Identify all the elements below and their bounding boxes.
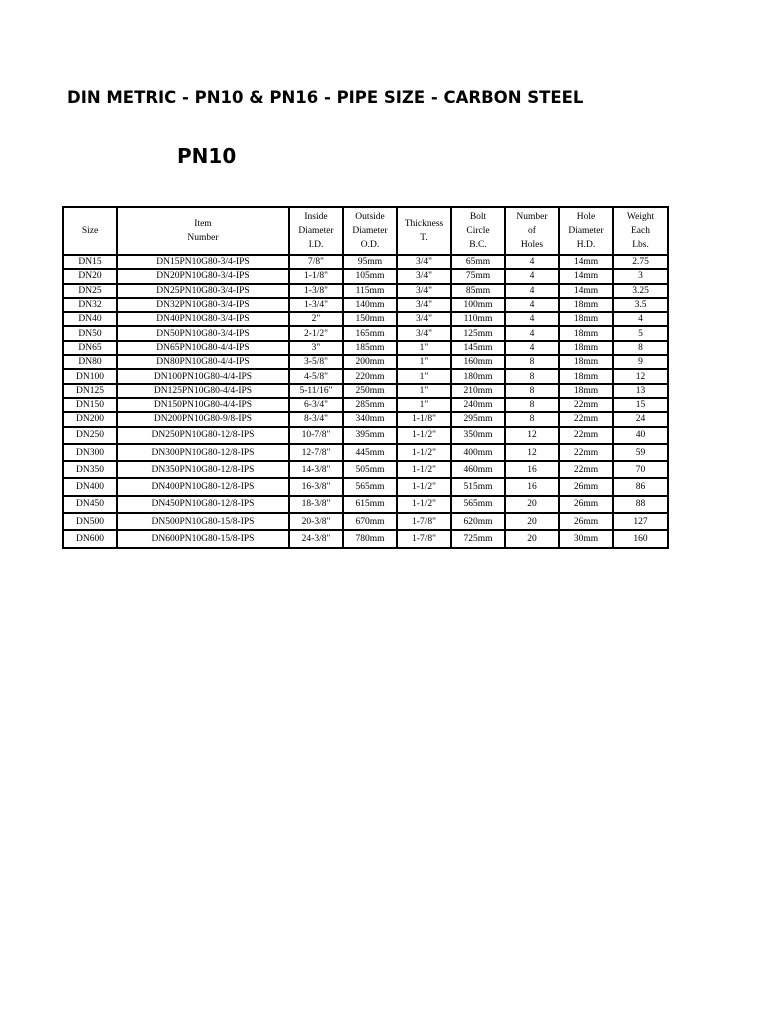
cell-bolt-circle: 110mm bbox=[451, 312, 505, 326]
cell-weight: 70 bbox=[613, 461, 668, 478]
cell-item-number: DN15PN10G80-3/4-IPS bbox=[117, 255, 289, 269]
cell-inside-diameter: 24-3/8" bbox=[289, 530, 343, 547]
cell-number-of-holes: 4 bbox=[505, 255, 559, 269]
table-row bbox=[63, 398, 668, 412]
cell-thickness: 3/4" bbox=[397, 312, 451, 326]
cell-number-of-holes: 4 bbox=[505, 269, 559, 283]
cell-weight: 88 bbox=[613, 496, 668, 513]
cell-hole-diameter: 22mm bbox=[559, 461, 613, 478]
cell-item-number: DN400PN10G80-12/8-IPS bbox=[117, 478, 289, 495]
cell-weight: 86 bbox=[613, 478, 668, 495]
cell-outside-diameter: 220mm bbox=[343, 369, 397, 383]
table-row bbox=[63, 312, 668, 326]
cell-bolt-circle: 160mm bbox=[451, 355, 505, 369]
cell-inside-diameter: 6-3/4" bbox=[289, 398, 343, 412]
cell-thickness: 1-1/2" bbox=[397, 444, 451, 461]
cell-bolt-circle: 725mm bbox=[451, 530, 505, 547]
cell-weight: 5 bbox=[613, 326, 668, 340]
cell-inside-diameter: 3-5/8" bbox=[289, 355, 343, 369]
cell-bolt-circle: 620mm bbox=[451, 513, 505, 530]
cell-size: DN200 bbox=[63, 412, 117, 426]
cell-weight: 9 bbox=[613, 355, 668, 369]
cell-item-number: DN32PN10G80-3/4-IPS bbox=[117, 298, 289, 312]
cell-outside-diameter: 615mm bbox=[343, 496, 397, 513]
cell-item-number: DN450PN10G80-12/8-IPS bbox=[117, 496, 289, 513]
table-row bbox=[63, 427, 668, 444]
cell-item-number: DN20PN10G80-3/4-IPS bbox=[117, 269, 289, 283]
table-row bbox=[63, 298, 668, 312]
table-row bbox=[63, 461, 668, 478]
table-row bbox=[63, 478, 668, 495]
cell-hole-diameter: 18mm bbox=[559, 312, 613, 326]
cell-inside-diameter: 18-3/8" bbox=[289, 496, 343, 513]
header-size: Size bbox=[63, 207, 117, 255]
cell-number-of-holes: 4 bbox=[505, 284, 559, 298]
cell-outside-diameter: 140mm bbox=[343, 298, 397, 312]
cell-bolt-circle: 295mm bbox=[451, 412, 505, 426]
table-row bbox=[63, 496, 668, 513]
cell-inside-diameter: 10-7/8" bbox=[289, 427, 343, 444]
cell-thickness: 3/4" bbox=[397, 326, 451, 340]
cell-number-of-holes: 12 bbox=[505, 427, 559, 444]
cell-thickness: 1" bbox=[397, 369, 451, 383]
cell-bolt-circle: 125mm bbox=[451, 326, 505, 340]
cell-weight: 59 bbox=[613, 444, 668, 461]
cell-size: DN15 bbox=[63, 255, 117, 269]
cell-thickness: 1-1/2" bbox=[397, 478, 451, 495]
cell-bolt-circle: 565mm bbox=[451, 496, 505, 513]
cell-outside-diameter: 105mm bbox=[343, 269, 397, 283]
table-row bbox=[63, 326, 668, 340]
cell-number-of-holes: 8 bbox=[505, 369, 559, 383]
cell-hole-diameter: 22mm bbox=[559, 412, 613, 426]
cell-hole-diameter: 18mm bbox=[559, 369, 613, 383]
cell-thickness: 3/4" bbox=[397, 269, 451, 283]
cell-size: DN150 bbox=[63, 398, 117, 412]
cell-size: DN500 bbox=[63, 513, 117, 530]
cell-item-number: DN600PN10G80-15/8-IPS bbox=[117, 530, 289, 547]
cell-size: DN40 bbox=[63, 312, 117, 326]
header-outside-diameter: Outside Diameter O.D. bbox=[343, 207, 397, 255]
cell-weight: 2.75 bbox=[613, 255, 668, 269]
cell-thickness: 3/4" bbox=[397, 284, 451, 298]
cell-outside-diameter: 150mm bbox=[343, 312, 397, 326]
cell-weight: 3.25 bbox=[613, 284, 668, 298]
cell-bolt-circle: 515mm bbox=[451, 478, 505, 495]
cell-thickness: 1" bbox=[397, 355, 451, 369]
cell-inside-diameter: 1-3/8" bbox=[289, 284, 343, 298]
cell-hole-diameter: 18mm bbox=[559, 341, 613, 355]
table-row bbox=[63, 355, 668, 369]
table-row bbox=[63, 444, 668, 461]
cell-number-of-holes: 4 bbox=[505, 312, 559, 326]
cell-number-of-holes: 20 bbox=[505, 513, 559, 530]
cell-bolt-circle: 460mm bbox=[451, 461, 505, 478]
cell-bolt-circle: 100mm bbox=[451, 298, 505, 312]
cell-inside-diameter: 12-7/8" bbox=[289, 444, 343, 461]
cell-hole-diameter: 22mm bbox=[559, 427, 613, 444]
cell-weight: 24 bbox=[613, 412, 668, 426]
cell-weight: 4 bbox=[613, 312, 668, 326]
cell-size: DN65 bbox=[63, 341, 117, 355]
cell-bolt-circle: 180mm bbox=[451, 369, 505, 383]
cell-thickness: 3/4" bbox=[397, 298, 451, 312]
cell-thickness: 1-1/8" bbox=[397, 412, 451, 426]
cell-item-number: DN50PN10G80-3/4-IPS bbox=[117, 326, 289, 340]
cell-outside-diameter: 165mm bbox=[343, 326, 397, 340]
header-bolt-circle: Bolt Circle B.C. bbox=[451, 207, 505, 255]
cell-outside-diameter: 340mm bbox=[343, 412, 397, 426]
cell-size: DN25 bbox=[63, 284, 117, 298]
table-body bbox=[63, 255, 668, 548]
cell-size: DN600 bbox=[63, 530, 117, 547]
table-row bbox=[63, 269, 668, 283]
cell-item-number: DN40PN10G80-3/4-IPS bbox=[117, 312, 289, 326]
cell-hole-diameter: 14mm bbox=[559, 284, 613, 298]
header-inside-diameter: Inside Diameter I.D. bbox=[289, 207, 343, 255]
cell-weight: 3 bbox=[613, 269, 668, 283]
table-header-row bbox=[63, 207, 668, 255]
cell-thickness: 1-7/8" bbox=[397, 513, 451, 530]
cell-weight: 12 bbox=[613, 369, 668, 383]
cell-hole-diameter: 14mm bbox=[559, 269, 613, 283]
table-row bbox=[63, 513, 668, 530]
cell-number-of-holes: 8 bbox=[505, 355, 559, 369]
cell-size: DN450 bbox=[63, 496, 117, 513]
cell-number-of-holes: 4 bbox=[505, 298, 559, 312]
cell-size: DN50 bbox=[63, 326, 117, 340]
cell-bolt-circle: 65mm bbox=[451, 255, 505, 269]
cell-hole-diameter: 18mm bbox=[559, 384, 613, 398]
cell-inside-diameter: 16-3/8" bbox=[289, 478, 343, 495]
cell-size: DN300 bbox=[63, 444, 117, 461]
cell-item-number: DN250PN10G80-12/8-IPS bbox=[117, 427, 289, 444]
cell-weight: 40 bbox=[613, 427, 668, 444]
cell-hole-diameter: 30mm bbox=[559, 530, 613, 547]
cell-hole-diameter: 26mm bbox=[559, 478, 613, 495]
cell-outside-diameter: 250mm bbox=[343, 384, 397, 398]
cell-item-number: DN80PN10G80-4/4-IPS bbox=[117, 355, 289, 369]
cell-inside-diameter: 20-3/8" bbox=[289, 513, 343, 530]
cell-thickness: 1-1/2" bbox=[397, 496, 451, 513]
cell-number-of-holes: 4 bbox=[505, 341, 559, 355]
cell-size: DN350 bbox=[63, 461, 117, 478]
cell-inside-diameter: 14-3/8" bbox=[289, 461, 343, 478]
cell-outside-diameter: 185mm bbox=[343, 341, 397, 355]
cell-hole-diameter: 26mm bbox=[559, 513, 613, 530]
cell-inside-diameter: 5-11/16" bbox=[289, 384, 343, 398]
cell-size: DN400 bbox=[63, 478, 117, 495]
cell-bolt-circle: 400mm bbox=[451, 444, 505, 461]
cell-outside-diameter: 395mm bbox=[343, 427, 397, 444]
table-row bbox=[63, 341, 668, 355]
cell-size: DN125 bbox=[63, 384, 117, 398]
cell-inside-diameter: 2-1/2" bbox=[289, 326, 343, 340]
table-row bbox=[63, 369, 668, 383]
cell-item-number: DN350PN10G80-12/8-IPS bbox=[117, 461, 289, 478]
flange-spec-table bbox=[62, 206, 669, 549]
cell-item-number: DN125PN10G80-4/4-IPS bbox=[117, 384, 289, 398]
section-title: PN10 bbox=[177, 144, 237, 168]
cell-hole-diameter: 14mm bbox=[559, 255, 613, 269]
cell-hole-diameter: 18mm bbox=[559, 355, 613, 369]
table-row bbox=[63, 284, 668, 298]
cell-inside-diameter: 2" bbox=[289, 312, 343, 326]
cell-size: DN80 bbox=[63, 355, 117, 369]
cell-number-of-holes: 20 bbox=[505, 496, 559, 513]
table-row bbox=[63, 530, 668, 547]
cell-item-number: DN100PN10G80-4/4-IPS bbox=[117, 369, 289, 383]
cell-inside-diameter: 7/8" bbox=[289, 255, 343, 269]
cell-bolt-circle: 75mm bbox=[451, 269, 505, 283]
cell-outside-diameter: 505mm bbox=[343, 461, 397, 478]
cell-bolt-circle: 350mm bbox=[451, 427, 505, 444]
cell-weight: 13 bbox=[613, 384, 668, 398]
cell-item-number: DN65PN10G80-4/4-IPS bbox=[117, 341, 289, 355]
cell-number-of-holes: 20 bbox=[505, 530, 559, 547]
cell-size: DN32 bbox=[63, 298, 117, 312]
cell-thickness: 1" bbox=[397, 384, 451, 398]
cell-hole-diameter: 22mm bbox=[559, 398, 613, 412]
cell-item-number: DN150PN10G80-4/4-IPS bbox=[117, 398, 289, 412]
cell-weight: 15 bbox=[613, 398, 668, 412]
cell-inside-diameter: 3" bbox=[289, 341, 343, 355]
table-row bbox=[63, 384, 668, 398]
cell-weight: 127 bbox=[613, 513, 668, 530]
cell-item-number: DN300PN10G80-12/8-IPS bbox=[117, 444, 289, 461]
header-weight: Weight Each Lbs. bbox=[613, 207, 668, 255]
cell-outside-diameter: 445mm bbox=[343, 444, 397, 461]
cell-number-of-holes: 16 bbox=[505, 461, 559, 478]
cell-bolt-circle: 145mm bbox=[451, 341, 505, 355]
document-title: DIN METRIC - PN10 & PN16 - PIPE SIZE - CARBON STEEL bbox=[67, 88, 584, 107]
cell-number-of-holes: 8 bbox=[505, 384, 559, 398]
cell-thickness: 1-1/2" bbox=[397, 461, 451, 478]
cell-item-number: DN200PN10G80-9/8-IPS bbox=[117, 412, 289, 426]
cell-weight: 160 bbox=[613, 530, 668, 547]
cell-outside-diameter: 670mm bbox=[343, 513, 397, 530]
header-hole-diameter: Hole Diameter H.D. bbox=[559, 207, 613, 255]
cell-thickness: 1-1/2" bbox=[397, 427, 451, 444]
cell-number-of-holes: 8 bbox=[505, 412, 559, 426]
cell-inside-diameter: 4-5/8" bbox=[289, 369, 343, 383]
cell-hole-diameter: 18mm bbox=[559, 326, 613, 340]
cell-size: DN20 bbox=[63, 269, 117, 283]
cell-outside-diameter: 115mm bbox=[343, 284, 397, 298]
cell-outside-diameter: 200mm bbox=[343, 355, 397, 369]
cell-weight: 8 bbox=[613, 341, 668, 355]
cell-size: DN100 bbox=[63, 369, 117, 383]
cell-item-number: DN500PN10G80-15/8-IPS bbox=[117, 513, 289, 530]
cell-item-number: DN25PN10G80-3/4-IPS bbox=[117, 284, 289, 298]
cell-weight: 3.5 bbox=[613, 298, 668, 312]
table-row bbox=[63, 412, 668, 426]
cell-number-of-holes: 12 bbox=[505, 444, 559, 461]
cell-outside-diameter: 95mm bbox=[343, 255, 397, 269]
cell-inside-diameter: 1-1/8" bbox=[289, 269, 343, 283]
cell-hole-diameter: 26mm bbox=[559, 496, 613, 513]
cell-outside-diameter: 285mm bbox=[343, 398, 397, 412]
cell-outside-diameter: 565mm bbox=[343, 478, 397, 495]
cell-number-of-holes: 8 bbox=[505, 398, 559, 412]
cell-hole-diameter: 18mm bbox=[559, 298, 613, 312]
cell-bolt-circle: 210mm bbox=[451, 384, 505, 398]
header-item-number: Item Number bbox=[117, 207, 289, 255]
cell-thickness: 3/4" bbox=[397, 255, 451, 269]
cell-number-of-holes: 4 bbox=[505, 326, 559, 340]
cell-number-of-holes: 16 bbox=[505, 478, 559, 495]
cell-hole-diameter: 22mm bbox=[559, 444, 613, 461]
table-row bbox=[63, 255, 668, 269]
cell-thickness: 1" bbox=[397, 398, 451, 412]
cell-size: DN250 bbox=[63, 427, 117, 444]
cell-outside-diameter: 780mm bbox=[343, 530, 397, 547]
header-number-of-holes: Number of Holes bbox=[505, 207, 559, 255]
header-thickness: Thickness T. bbox=[397, 207, 451, 255]
cell-thickness: 1" bbox=[397, 341, 451, 355]
cell-inside-diameter: 1-3/4" bbox=[289, 298, 343, 312]
cell-bolt-circle: 240mm bbox=[451, 398, 505, 412]
cell-thickness: 1-7/8" bbox=[397, 530, 451, 547]
cell-bolt-circle: 85mm bbox=[451, 284, 505, 298]
cell-inside-diameter: 8-3/4" bbox=[289, 412, 343, 426]
